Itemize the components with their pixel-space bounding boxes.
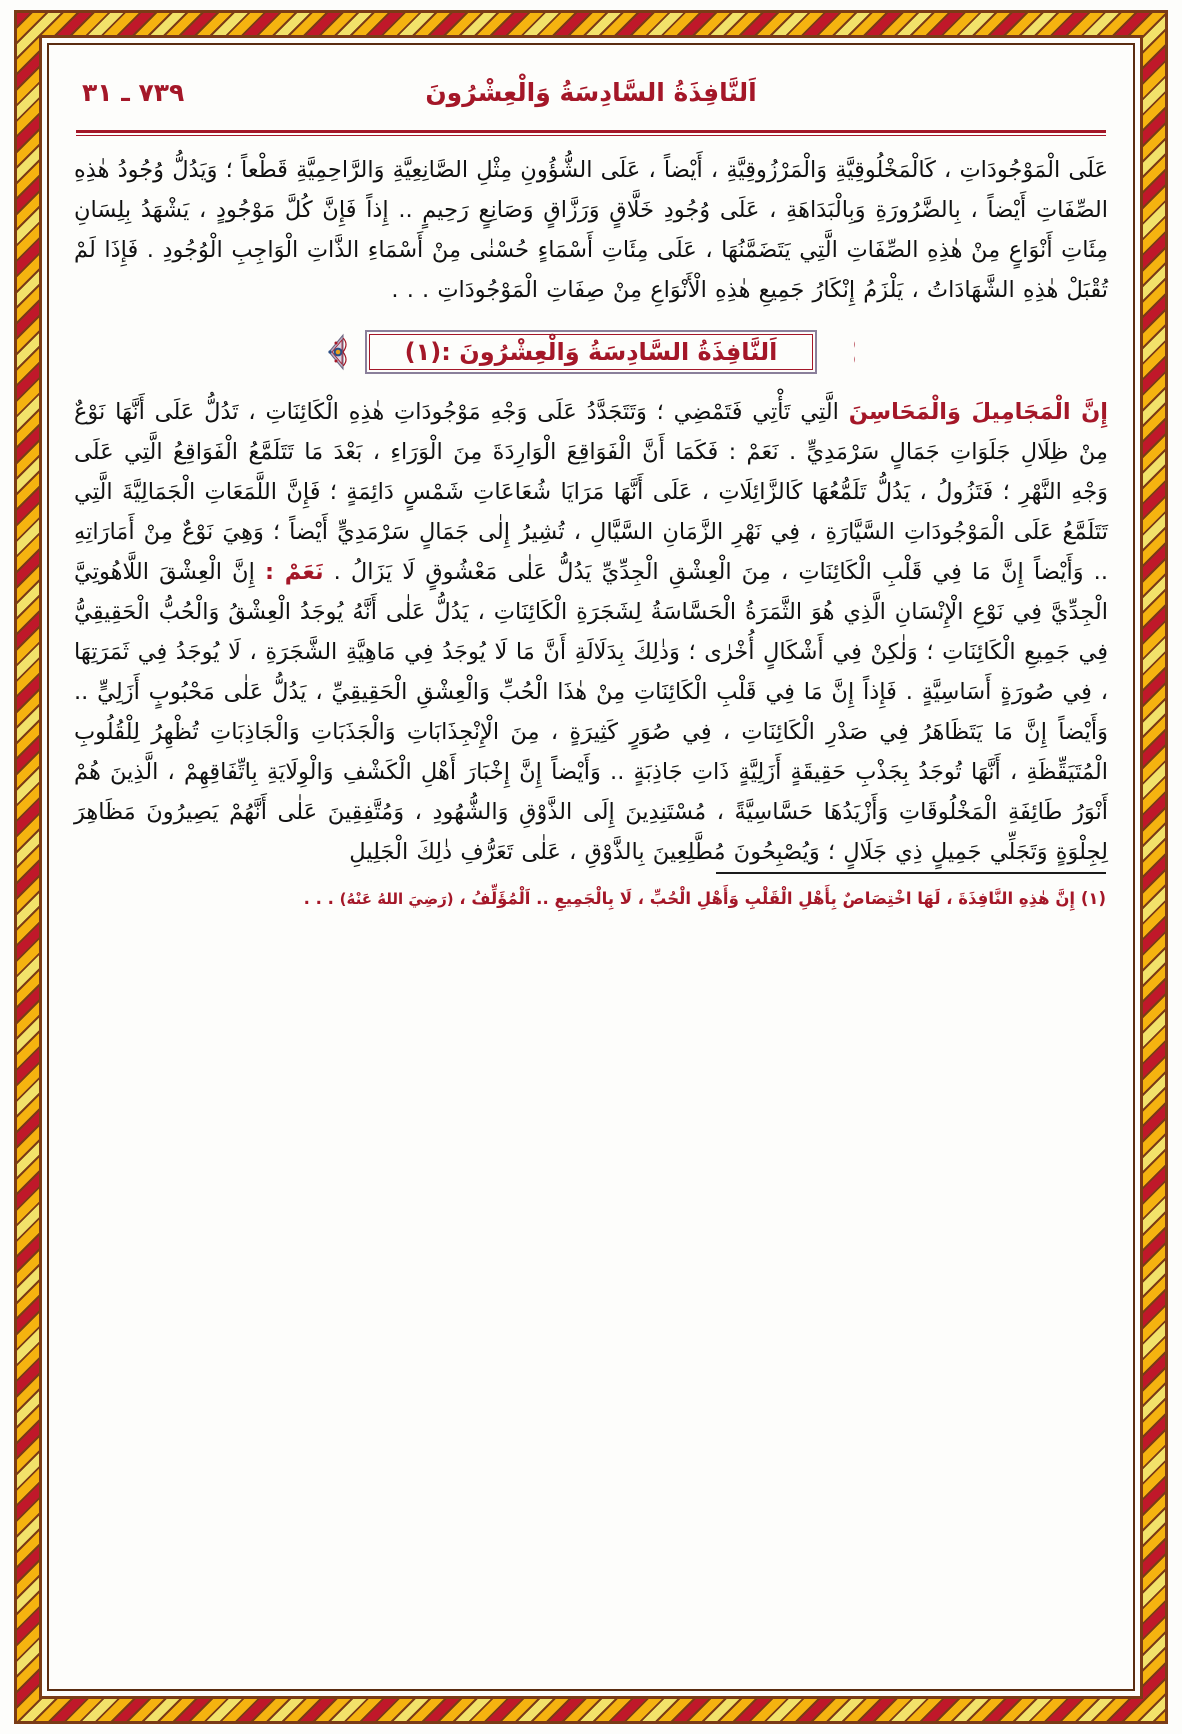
section-banner [70,326,1112,378]
footnote-ellipsis: . . . [303,889,340,908]
footnote-seal-icon: (رَضِيَ اللهُ عَنْهُ) [339,890,454,908]
footnote-marker: (١) [1080,889,1106,908]
body-paragraph-2 [74,392,1108,872]
page-number: ٧٣٩ ـ ٣١ [82,77,185,107]
footnote-divider-wrap [70,872,1112,874]
paragraph-2-tail: إِنَّ الْعِشْقَ اللَّاهُوتِيَّ الْجِدِّيَّ فِي نَوْعِ الْإِنْسَانِ الَّذِي هُوَ الثَّمَرَةُ الْحَسَّاسَةُ لِشَجَرَةِ الْكَائِنَاتِ ، يَدُلُّ عَلٰى أَنَّهُ يُوجَدُ الْعِشْقُ وَالْحُبُّ الْحَقِيقِيُّ فِي جَمِيعِ الْكَائِنَاتِ ؛ وَلٰكِنْ فِي أَشْكَالٍ أُخْرٰى ؛ وَذٰلِكَ بِدَلَالَةِ أَنَّ مَا لَا يُوجَدُ فِي مَاهِيَّةِ الشَّجَرَةِ ، لَا يُوجَدُ فِي ثَمَرَتِهَا ، فِي صُورَةٍ أَسَاسِيَّةٍ . فَإِذاً إِنَّ مَا فِي قَلْبِ الْكَائِنَاتِ مِنْ هٰذَا الْحُبِّ وَالْعِشْقِ الْحَقِيقِيِّ ، يَدُلُّ عَلٰى مَحْبُوبٍ أَزَلِيٍّ .. وَأَيْضاً إِنَّ مَا يَتَظَاهَرُ فِي صَدْرِ الْكَائِنَاتِ ، فِي صُوَرٍ كَثِيرَةٍ ، مِنَ الْإِنْجِذَابَاتِ وَالْجَذَبَاتِ وَالْجَاذِبَاتِ تُظْهِرُ لِلْقُلُوبِ الْمُتَيَقِّظَةِ ، أَنَّهَا تُوجَدُ بِجَذْبِ حَقِيقَةٍ أَزَلِيَّةٍ ذَاتِ جَاذِبَةٍ .. وَأَيْضاً إِنَّ إِخْبَارَ أَهْلِ الْكَشْفِ وَالْوِلَايَةِ بِاتِّفَاقِهِمْ ، الَّذِينَ هُمْ أَنْوَرُ طَائِفَةِ الْمَخْلُوقَاتِ وَأَزْيَدُهَا حَسَّاسِيَّةً ، مُسْتَنِدِينَ إِلَى الذَّوْقِ وَالشُّهُودِ ، وَمُتَّفِقِينَ عَلٰى أَنَّهُمْ يَصِيرُونَ مَظَاهِرَ لِجِلْوَةٍ وَتَجَلِّي جَمِيلٍ ذِي جَلَالٍ ؛ وَيُصْبِحُونَ مُطَّلِعِينَ بِالذَّوْقِ ، عَلٰى تَعَرُّفِ ذٰلِكَ الْجَلِيلِ [74,559,1108,865]
paragraph-2-lead-emphasis: إِنَّ الْمَجَامِيلَ وَالْمَحَاسِنَ [848,399,1108,425]
arabesque-medallion-icon-left [327,329,365,375]
footnote-entry [76,886,1106,912]
body-paragraph-1: عَلَى الْمَوْجُودَاتِ ، كَالْمَخْلُوقِيَّةِ وَالْمَرْزُوقِيَّةِ ، أَيْضاً ، عَلَى الشُّؤُونِ مِثْلِ الصَّانِعِيَّةِ وَالرَّاحِمِيَّةِ قَطْعاً ؛ وَيَدُلُّ وُجُودُ هٰذِهِ الصِّفَاتِ أَيْضاً ، بِالضَّرُورَةِ وَبِالْبَدَاهَةِ ، عَلَى وُجُودِ خَلَّاقٍ وَرَزَّاقٍ وَصَانِعٍ رَحِيمٍ .. إِذاً فَإِنَّ كُلَّ مَوْجُودٍ ، يَشْهَدُ بِلِسَانِ مِئَاتِ أَنْوَاعٍ مِنْ هٰذِهِ الصِّفَاتِ الَّتِي يَتَضَمَّنُهَا ، عَلَى مِئَاتِ أَسْمَاءٍ حُسْنٰى مِنْ أَسْمَاءِ الذَّاتِ الْوَاجِبِ الْوُجُودِ . فَإِذَا لَمْ تُقْبَلْ هٰذِهِ الشَّهَادَاتُ ، يَلْزَمُ إِنْكَارُ جَمِيعِ هٰذِهِ الْأَنْوَاعِ مِنْ صِفَاتِ الْمَوْجُودَاتِ . . . [74,157,1108,303]
paragraph-2-naam-emphasis: نَعَمْ : [264,559,324,585]
arabesque-medallion-icon-right [817,329,855,375]
page-content [62,56,1120,1678]
page-title: اَلنَّافِذَةُ السَّادِسَةُ وَالْعِشْرُونَ [425,77,757,107]
section-heading: اَلنَّافِذَةُ السَّادِسَةُ وَالْعِشْرُونَ :(١) [404,338,778,366]
header-divider-thick [76,130,1106,133]
page-header [70,56,1112,128]
paragraph-2-rest: الَّتِي تَأْتِي فَتَمْضِي ؛ وَتَتَجَدَّدُ عَلَى وَجْهِ مَوْجُودَاتِ هٰذِهِ الْكَائِنَاتِ ، تَدُلُّ عَلَى أَنَّهَا نَوْعٌ مِنْ ظِلَالِ جَلَوَاتِ جَمَالٍ سَرْمَدِيٍّ . نَعَمْ : فَكَمَا أَنَّ الْفَوَاقِعَ الْوَارِدَةَ مِنَ الْوَرَاءِ ، بَعْدَ مَا تَتَلَمَّعُ الْفَوَاقِعُ الَّتِي عَلَى وَجْهِ النَّهْرِ ؛ فَتَزُولُ ، يَدُلُّ تَلَمُّعُهَا كَالزَّائِلَاتِ ، عَلَى أَنَّهَا مَرَايَا شُعَاعَاتِ شَمْسٍ دَائِمَةٍ ؛ فَإِنَّ اللَّمَعَاتِ الْجَمَالِيَّةَ الَّتِي تَتَلَمَّعُ عَلَى الْمَوْجُودَاتِ السَّيَّارَةِ ، فِي نَهْرِ الزَّمَانِ السَّيَّالِ ، تُشِيرُ إِلٰى جَمَالٍ سَرْمَدِيٍّ أَيْضاً ؛ وَهِيَ نَوْعٌ مِنْ أَمَارَاتِهِ .. وَأَيْضاً إِنَّ مَا فِي قَلْبِ الْكَائِنَاتِ ، مِنَ الْعِشْقِ الْجِدِّيِّ يَدُلُّ عَلٰى مَعْشُوقٍ لَا يَزَالُ . [74,399,1108,585]
footnote-divider [716,872,1106,874]
footnote-area [70,886,1112,912]
footnote-text: إِنَّ هٰذِهِ النَّافِذَةَ ، لَهَا اخْتِصَاصٌ بِأَهْلِ الْقَلْبِ وَأَهْلِ الْحُبِّ ، لَا بِالْجَمِيعِ .. اَلْمُؤَلِّفُ ، [453,889,1076,908]
header-divider-thin [76,135,1106,136]
banner-frame [365,330,817,374]
